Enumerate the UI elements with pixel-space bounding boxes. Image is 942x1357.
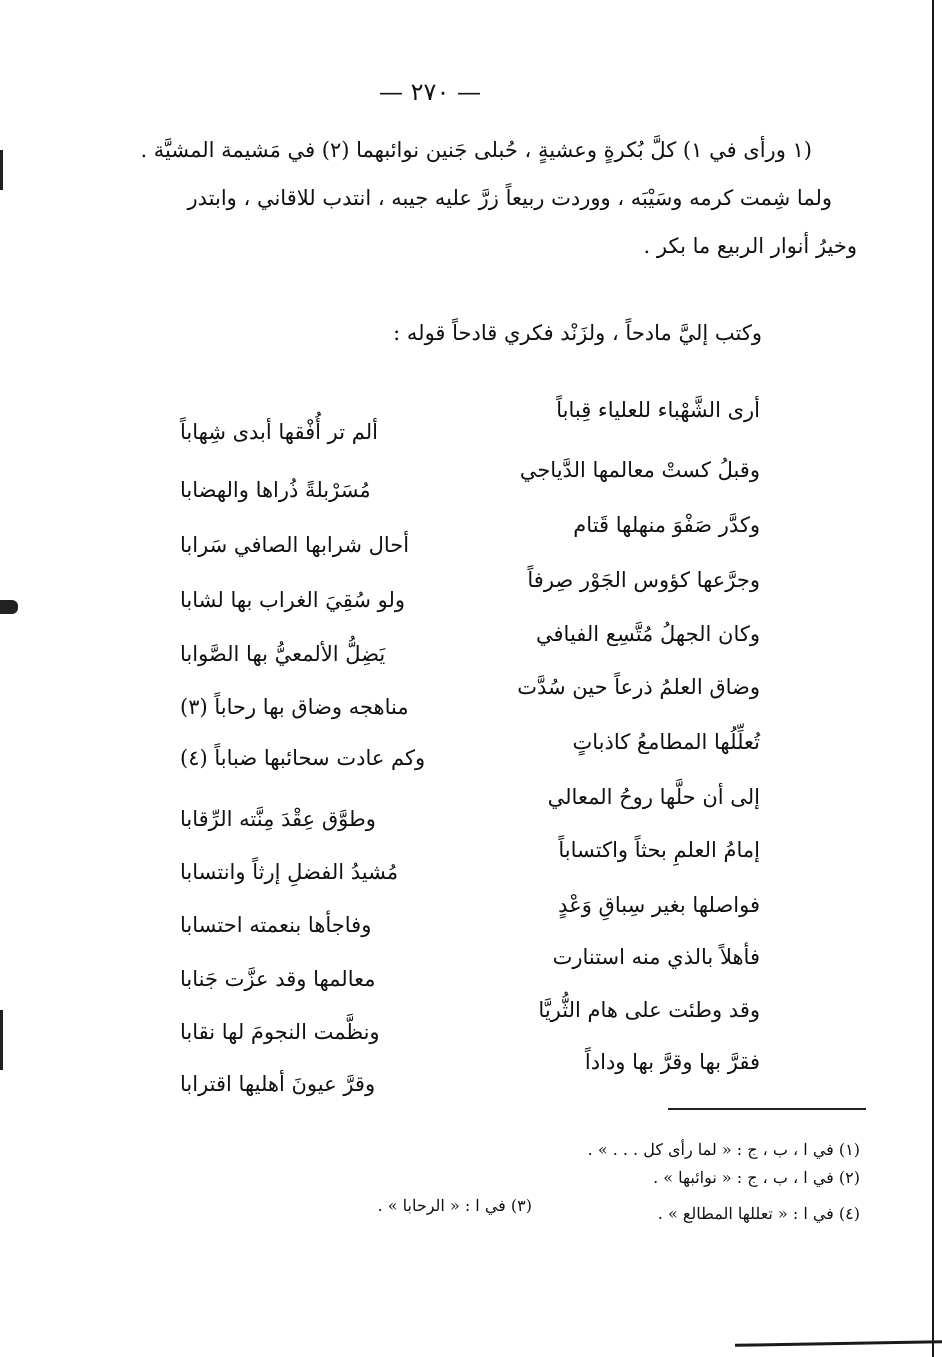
footnote-4: (٤) في ا : « تعللها المطالع » . xyxy=(657,1204,860,1223)
verse-first-hemistich: وجرَّعها كؤوس الجَوْر صِرفاً xyxy=(527,568,760,592)
verse-line xyxy=(180,458,760,502)
page-edge-bottom xyxy=(735,1340,942,1347)
prose-line: وكتب إليَّ مادحاً ، ولزَنْد فكري قادحاً قوله : xyxy=(393,321,762,345)
verse-second-hemistich: أحال شرابها الصافي سَرابا xyxy=(180,533,410,557)
verse-line xyxy=(180,1050,760,1094)
footnote-separator xyxy=(668,1108,866,1110)
verse-first-hemistich: فواصلها بغير سِباقِ وَعْدٍ xyxy=(558,893,760,917)
verse-line xyxy=(180,398,760,442)
verse-second-hemistich: وطوَّق عِقْدَ مِنَّته الرِّقابا xyxy=(180,807,376,831)
verse-first-hemistich: فقرَّ بها وقرَّ بها وداداً xyxy=(584,1050,760,1074)
verse-second-hemistich: ألم تر أُفْقها أبدى شِهاباً xyxy=(180,420,378,444)
scan-mark xyxy=(0,150,3,190)
verse-first-hemistich: إمامُ العلمِ بحثاً واكتساباً xyxy=(558,838,760,862)
verse-line xyxy=(180,785,760,829)
verse-first-hemistich: وكان الجهلُ مُتَّسِع الفيافي xyxy=(536,622,760,646)
verse-first-hemistich: أرى الشَّهْباء للعلياء قِباباً xyxy=(556,398,760,422)
verse-second-hemistich: ولو سُقِيَ الغراب بها لشابا xyxy=(180,588,406,612)
verse-first-hemistich: تُعلِّلُها المطامعُ كاذباتٍ xyxy=(572,730,760,754)
verse-line xyxy=(180,838,760,882)
verse-first-hemistich: وكدَّر صَفْوَ منهلها قَتام xyxy=(573,513,760,537)
verse-first-hemistich: فأهلاً بالذي منه استنارت xyxy=(552,945,760,969)
verse-second-hemistich: مُشيدُ الفضلِ إرثاً وانتسابا xyxy=(180,860,399,884)
verse-line xyxy=(180,568,760,612)
verse-second-hemistich: وفاجأها بنعمته احتسابا xyxy=(180,913,372,937)
verse-second-hemistich: ونظَّمت النجومَ لها نقابا xyxy=(180,1020,380,1044)
verse-second-hemistich: يَضِلُّ الألمعيُّ بها الصَّوابا xyxy=(180,642,386,666)
verse-first-hemistich: إلى أن حلَّها روحُ المعالي xyxy=(547,785,760,809)
prose-line: ولما شِمت كرمه وسَيْبَه ، ووردت ربيعاً زرَّ عليه جيبه ، انتدب للاقاني ، وابتدر xyxy=(187,186,832,210)
verse-first-hemistich: وقد وطئت على هام الثُّريَّا xyxy=(538,998,760,1022)
verse-second-hemistich: وقرَّ عيونَ أهليها اقترابا xyxy=(180,1072,376,1096)
verse-line xyxy=(180,893,760,937)
verse-line xyxy=(180,945,760,989)
scan-mark xyxy=(0,600,18,614)
footnote-1: (١) في ا ، ب ، ج : « لما رأى كل . . . » . xyxy=(587,1140,860,1159)
verse-first-hemistich: وضاق العلمُ ذرعاً حين سُدَّت xyxy=(517,675,760,699)
page-number: — ٢٧٠ — xyxy=(379,78,481,106)
prose-line: وخيرُ أنوار الربيع ما بكر . xyxy=(643,234,857,258)
verse-line xyxy=(180,730,760,774)
verse-line xyxy=(180,998,760,1042)
verse-second-hemistich: وكم عادت سحائبها ضباباً (٤) xyxy=(180,746,426,770)
verse-line xyxy=(180,622,760,666)
prose-line: (١ ورأى في ١) كلَّ بُكرةٍ وعشيةٍ ، حُبلى جَنين نوائبهما (٢) في مَشيمة المشيَّة . xyxy=(140,138,812,162)
page-edge-right xyxy=(932,0,934,1357)
verse-line xyxy=(180,675,760,719)
verse-line xyxy=(180,513,760,557)
verse-second-hemistich: معالمها وقد عزَّت جَنابا xyxy=(180,967,376,991)
verse-first-hemistich: وقبلُ كستْ معالمها الدَّياجي xyxy=(519,458,760,482)
scan-mark xyxy=(0,1010,3,1070)
footnote-3: (٣) في ا : « الرحابا » . xyxy=(377,1196,532,1215)
verse-second-hemistich: مناهجه وضاق بها رحاباً (٣) xyxy=(180,695,409,719)
verse-second-hemistich: مُسَرْبلةً ذُراها والهضابا xyxy=(180,478,371,502)
footnote-2: (٢) في ا ، ب ، ج : « نوائبها » . xyxy=(653,1168,860,1187)
